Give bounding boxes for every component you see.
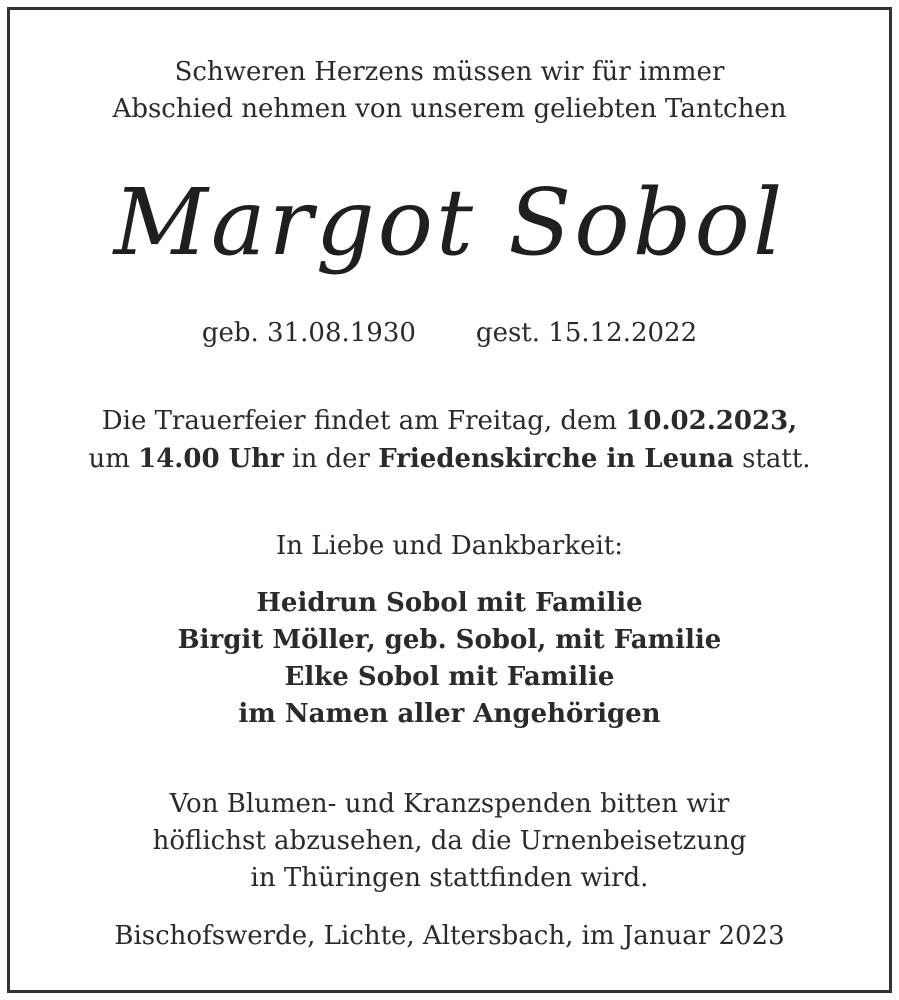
intro-line-2: Abschied nehmen von unserem geliebten Tantchen <box>112 94 787 124</box>
note-line-1: Von Blumen- und Kranzspenden bitten wir <box>169 789 730 819</box>
mourner-line: Heidrun Sobol mit Familie <box>256 588 643 618</box>
funeral-middle: in der <box>283 444 379 474</box>
funeral-place: Friedenskirche in Leuna <box>378 444 734 474</box>
mourner-line: im Namen aller Angehörigen <box>238 699 661 729</box>
funeral-line-2 <box>0 443 899 475</box>
life-dates <box>0 317 899 349</box>
death-date: gest. 15.12.2022 <box>475 318 698 348</box>
gratitude-line: In Liebe und Dankbarkeit: <box>275 531 624 561</box>
mourner-line: Birgit Möller, geb. Sobol, mit Familie <box>177 625 722 655</box>
funeral-date: 10.02.2023, <box>625 406 798 436</box>
note-line-2: höflichst abzusehen, da die Urnenbeisetzung <box>152 826 747 856</box>
intro-line-1: Schweren Herzens müssen wir für immer <box>174 57 725 87</box>
places-and-date: Bischofswerde, Lichte, Altersbach, im Januar 2023 <box>114 921 785 951</box>
funeral-prefix: um <box>88 444 139 474</box>
deceased-name: Margot Sobol <box>113 169 786 276</box>
funeral-suffix: statt. <box>733 444 811 474</box>
funeral-time: 14.00 Uhr <box>138 444 284 474</box>
birth-date: geb. 31.08.1930 <box>201 318 416 348</box>
funeral-text: Die Trauerfeier findet am Freitag, dem <box>101 406 626 436</box>
funeral-line-1 <box>0 405 899 437</box>
note-line-3: in Thüringen stattfinden wird. <box>250 863 649 893</box>
mourner-line: Elke Sobol mit Familie <box>284 662 615 692</box>
